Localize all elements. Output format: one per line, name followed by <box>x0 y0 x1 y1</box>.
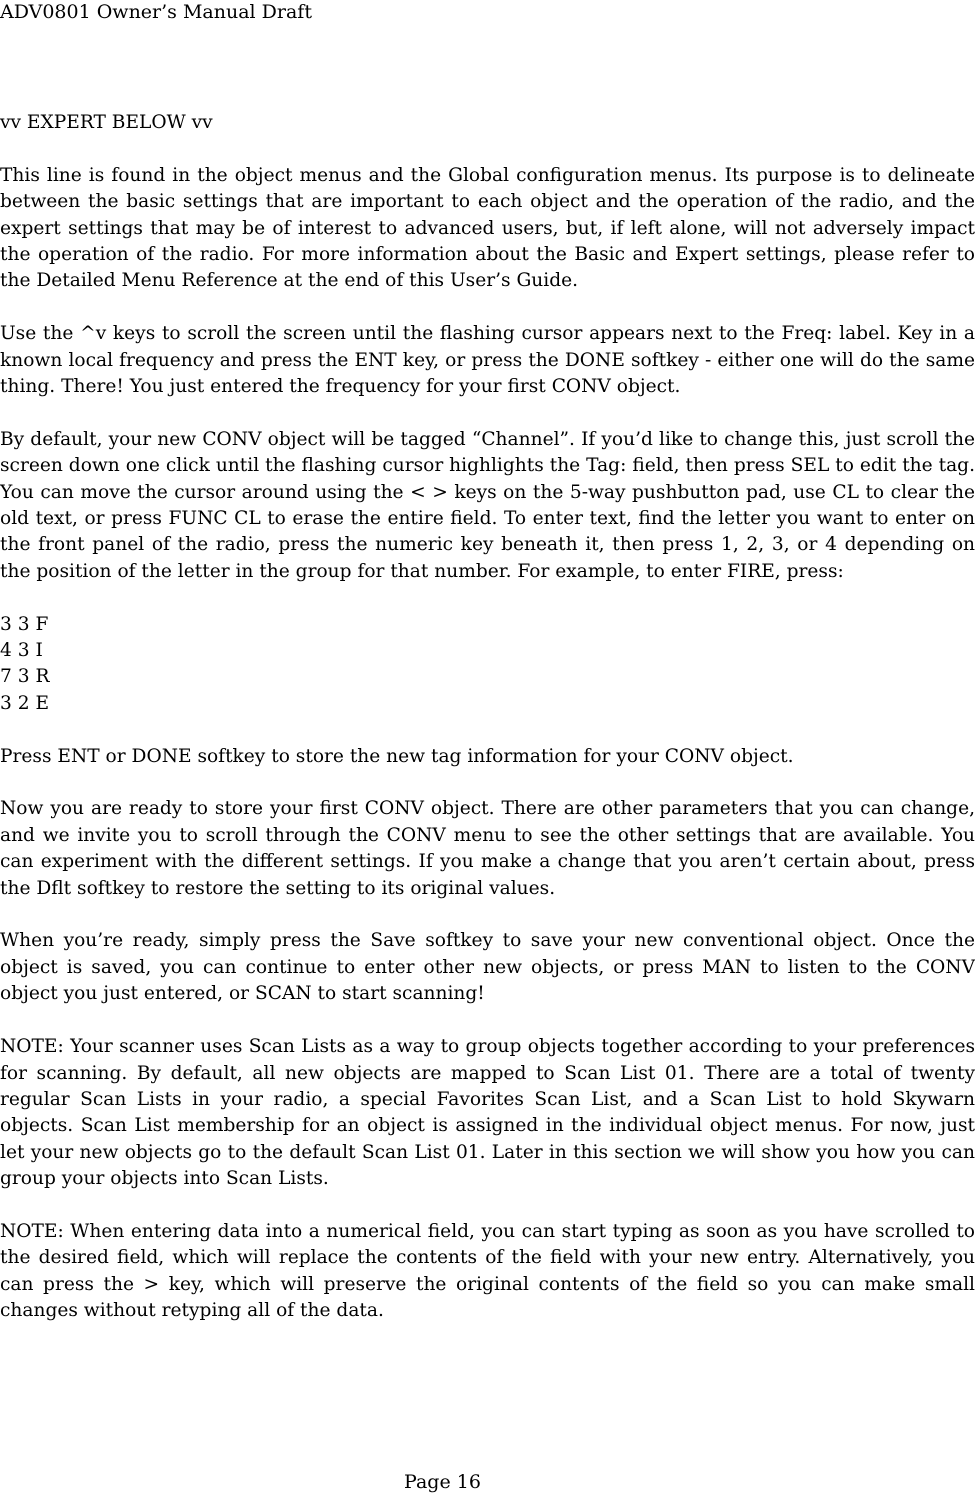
page-header: ADV0801 Owner’s Manual Draft <box>0 1 312 23</box>
key-sequence-item: 3 3 F <box>0 613 49 635</box>
document-body <box>0 110 975 1351</box>
key-sequence-item: 4 3 I <box>0 640 43 662</box>
paragraph-store-object: Now you are ready to store your first CONV object. There are other parameters that you can change, and we invite you to scroll through the CONV menu to see the other settings that are available. You can experiment with the different settings. If you make a change that you aren’t certain about, press the Dflt softkey to restore the setting to its original values. <box>0 798 975 899</box>
paragraph-frequency: Use the ^v keys to scroll the screen until the flashing cursor appears next to the Freq: label. Key in a known local frequency and press the ENT key, or press the DONE softkey - either one will do the same thing. There! You just entered the frequency for your first CONV object. <box>0 323 975 398</box>
paragraph-store-tag: Press ENT or DONE softkey to store the new tag information for your CONV object. <box>0 745 794 767</box>
paragraph-save: When you’re ready, simply press the Save softkey to save your new conventional object. Once the object is saved, you can continue to enter other new objects, or press MAN to listen to the CONV object you just entered, or SCAN to start scanning! <box>0 930 975 1005</box>
paragraph-note-scan-lists: NOTE: Your scanner uses Scan Lists as a way to group objects together according to your preferences for scanning. By default, all new objects are mapped to Scan List 01. There are a total of twenty regular Scan Lists in your radio, a special Favorites Scan List, and a Scan List to hold Skywarn objects. Scan List membership for an object is assigned in the individual object menus. For now, just let your new objects go to the default Scan List 01. Later in this section we will show you how you can group your objects into Scan Lists. <box>0 1036 975 1190</box>
key-sequence-item: 3 2 E <box>0 692 50 714</box>
key-sequence-list <box>0 612 975 718</box>
paragraph-note-numeric-field: NOTE: When entering data into a numerical field, you can start typing as soon as you have scrolled to the desired field, which will replace the contents of the field with your new entry. Alternatively, you can press the > key, which will preserve the original contents of the field so you can make small changes without retyping all of the data. <box>0 1220 975 1322</box>
expert-marker: vv EXPERT BELOW vv <box>0 112 213 133</box>
page-number: Page 16 <box>404 1471 481 1493</box>
paragraph-tag-editing: By default, your new CONV object will be tagged “Channel”. If you’d like to change this, just scroll the screen down one click until the flashing cursor highlights the Tag: field, then press SEL to edit the tag. You can move the cursor around using the < > keys on the 5-way pushbutton pad, use CL to clear the old text, or press FUNC CL to erase the entire field. To enter text, find the letter you want to enter on the front panel of the radio, press the numeric key beneath it, then press 1, 2, 3, or 4 depending on the position of the letter in the group for that number. For example, to enter FIRE, press: <box>0 428 975 582</box>
paragraph-expert-line: This line is found in the object menus and the Global configuration menus. Its purpose is to delineate between the basic settings that are important to each object and the operation of the radio, and the expert settings that may be of interest to advanced users, but, if left alone, will not adversely impact the operation of the radio. For more information about the Basic and Expert settings, please refer to the Detailed Menu Reference at the end of this User’s Guide. <box>0 164 975 292</box>
key-sequence-item: 7 3 R <box>0 666 50 688</box>
